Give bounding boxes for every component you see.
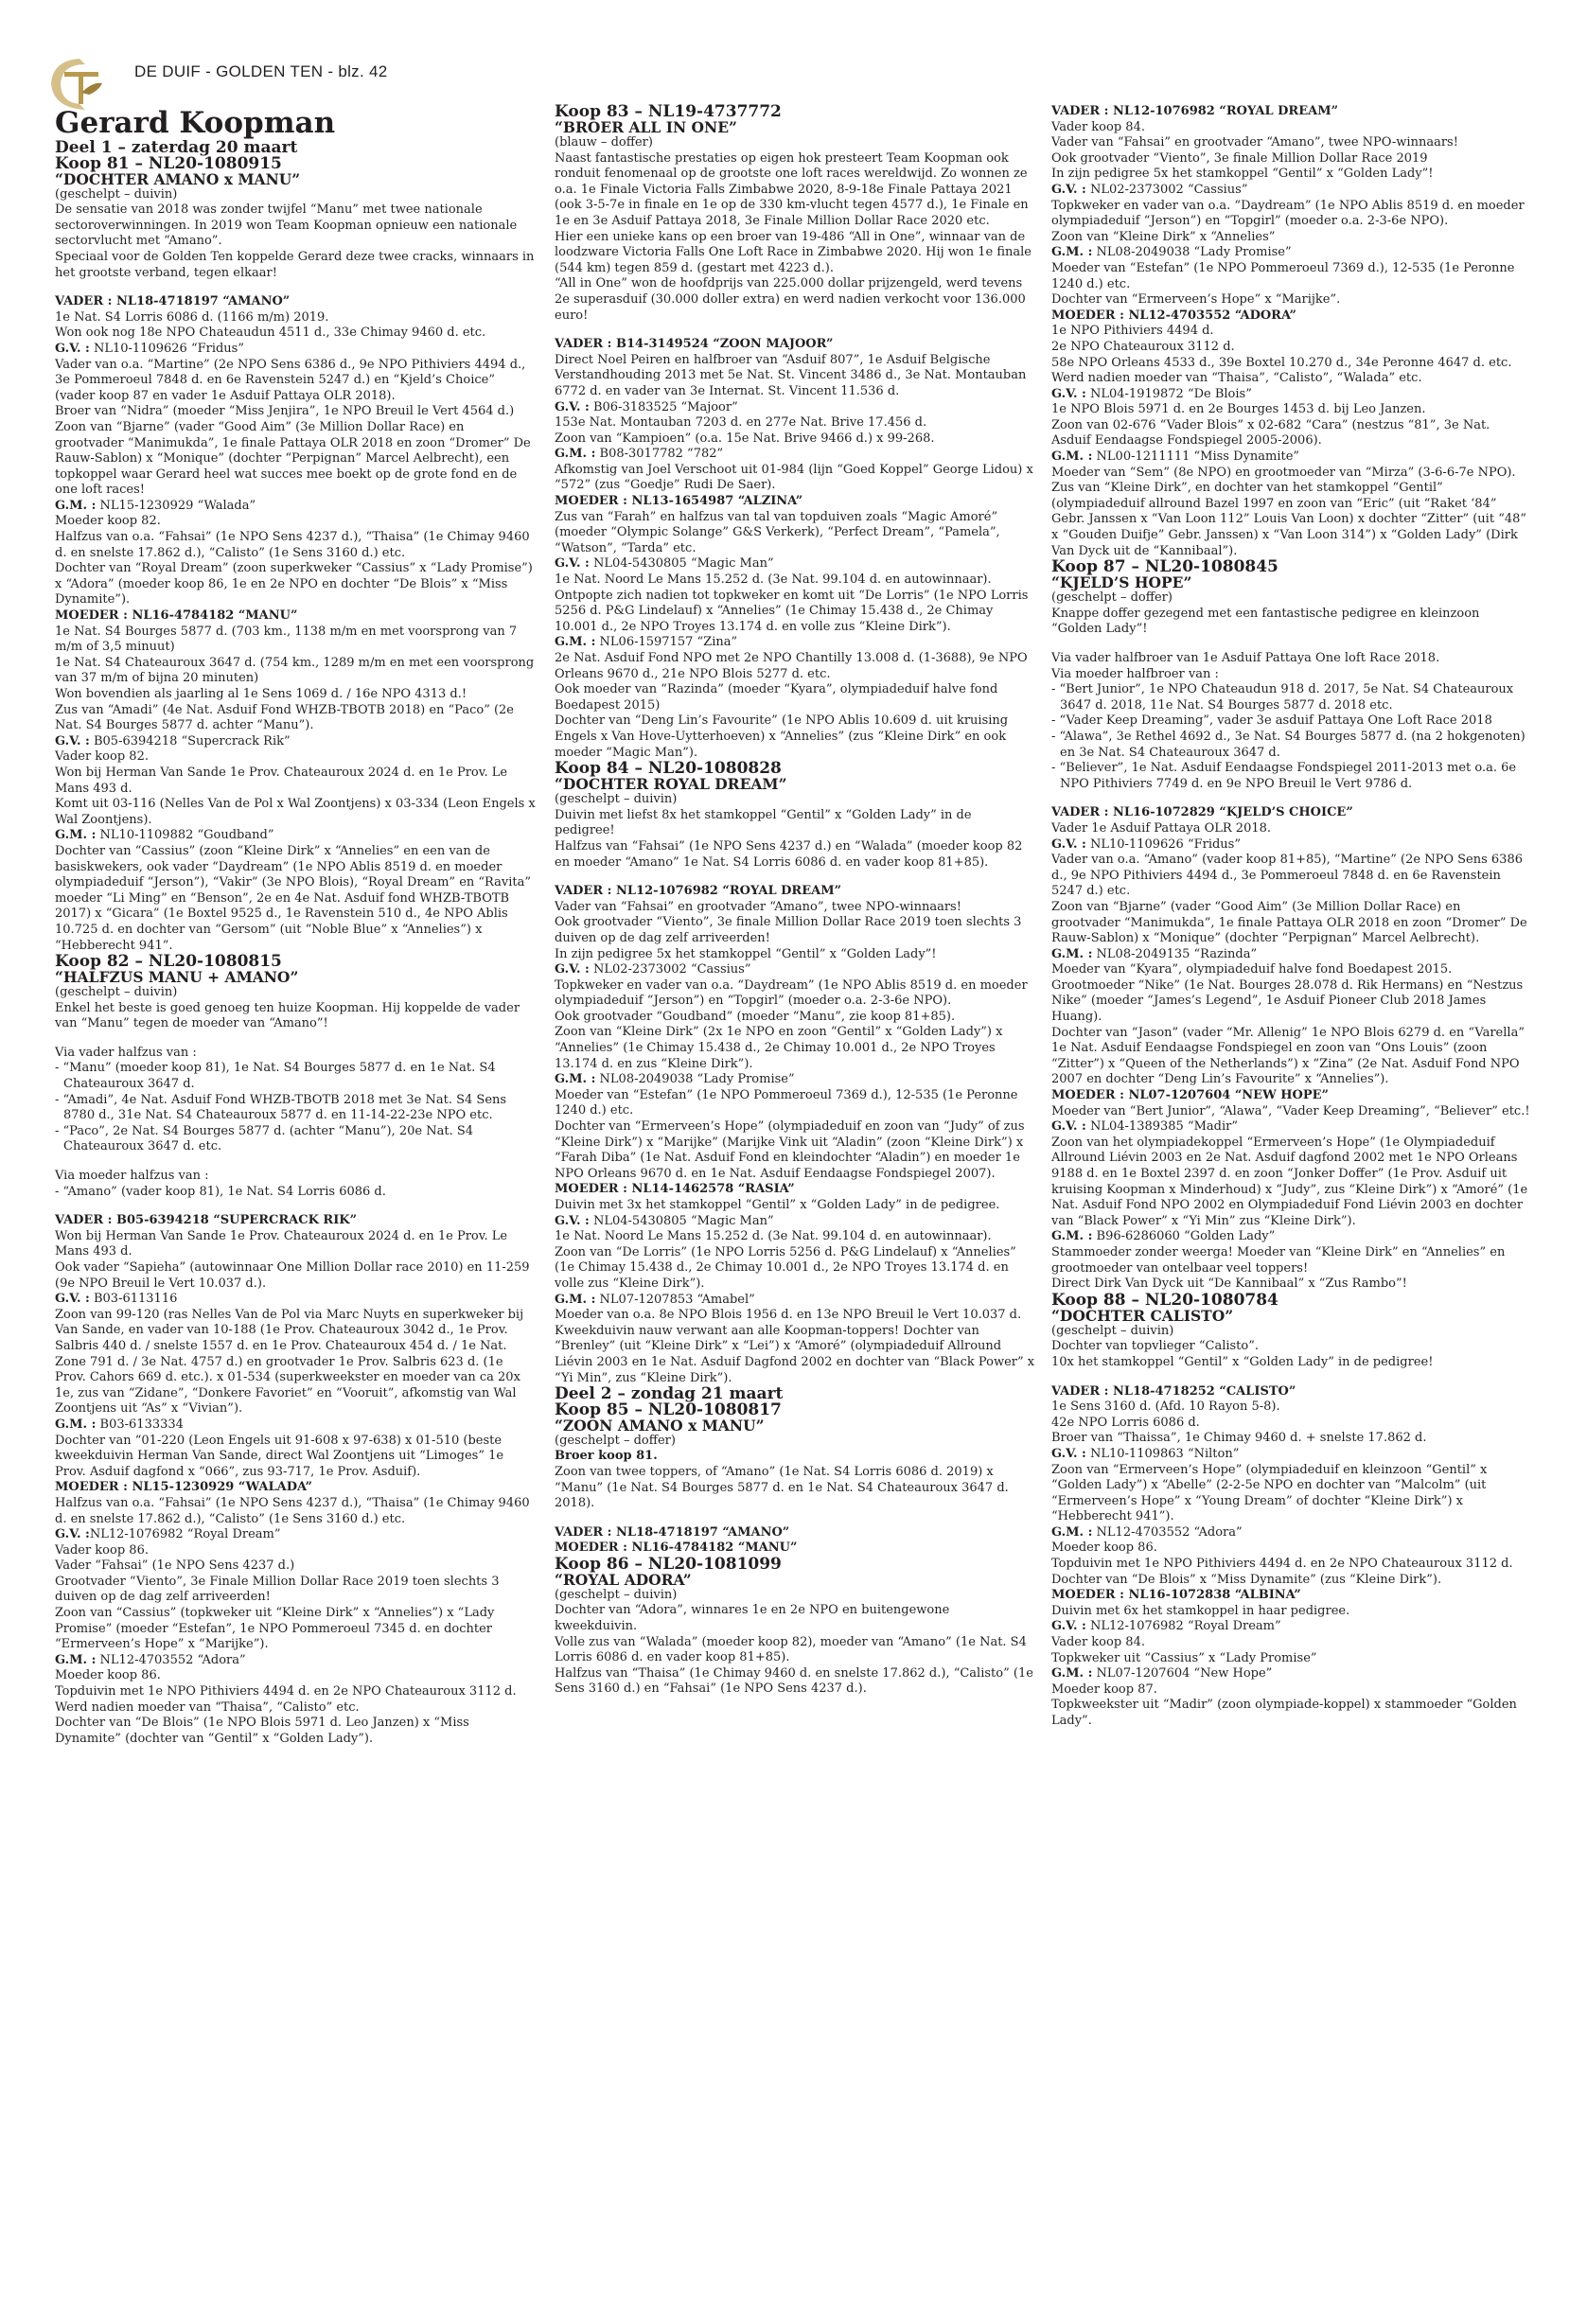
paragraph: Halfzus van “Thaisa” (1e Chimay 9460 d. en snelste 17.862 d.), “Calisto” (1e Sens 3160 d.) en “Fahsai” (1e NPO Sens 4237 d.). <box>555 1665 1033 1697</box>
paragraph: Moeder van “Kyara”, olympiadeduif halve fond Boedapest 2015. <box>1051 962 1453 977</box>
paragraph: 1e Nat. S4 Chateauroux 3647 d. (754 km., 1289 m/m en met een voorsprong van 37 m/m of bijna 20 minuten) <box>55 655 535 686</box>
paragraph: Zoon van “Bjarne” (vader “Good Aim” (3e Million Dollar Race) en grootvader “Manimukda”, 1e finale Pattaya OLR 2018 en zoon “Dromer” De Rauw-Sablon) x “Monique” (dochter “Perpignan” Marcel Aelbrecht). <box>1051 899 1527 946</box>
paragraph: In zijn pedigree 5x het stamkoppel “Gentil” x “Golden Lady”! <box>1051 167 1434 182</box>
pedigree-value: NL07-1207853 “Amabel” <box>595 1292 755 1307</box>
paragraph: In zijn pedigree 5x het stamkoppel “Gentil” x “Golden Lady”! <box>555 946 937 961</box>
paragraph: Afkomstig van Joel Verschoot uit 01-984 (lijn “Goed Koppel” George Lidou) x “572” (zus “Goedje” Rudi De Saer). <box>555 462 1033 493</box>
pedigree-label: G.V. : <box>55 1292 90 1307</box>
paragraph: 1e Nat. Noord Le Mans 15.252 d. (3e Nat. 99.104 d. en autowinnaar). <box>555 1229 992 1244</box>
pedigree-label: G.V. : <box>1051 1619 1086 1634</box>
pedigree-line <box>555 1072 1035 1088</box>
lot-heading: Koop 86 – NL20-1081099 <box>555 1554 782 1574</box>
pedigree-heading: MOEDER : NL15-1230929 “WALADA” <box>55 1480 313 1495</box>
pedigree-label: G.M. : <box>1051 1666 1093 1681</box>
spacer <box>55 1032 536 1046</box>
paragraph: Moeder koop 87. <box>1051 1681 1157 1697</box>
pedigree-line <box>555 1214 1035 1230</box>
paragraph: 10x het stamkoppel “Gentil” x “Golden Lady” in de pedigree! <box>1051 1354 1434 1369</box>
pedigree-label: G.M. : <box>1051 245 1093 260</box>
paragraph: 1e Nat. S4 Lorris 6086 d. (1166 m/m) 2019. <box>55 309 329 325</box>
pedigree-heading: MOEDER : NL07-1207604 “NEW HOPE” <box>1051 1088 1329 1103</box>
paragraph: De sensatie van 2018 was zonder twijfel “Manu” met twee nationale sectoroverwinningen. In 2019 won Team Koopman opnieuw een nationale sectorvlucht met “Amano”. <box>55 202 518 249</box>
paragraph: Dochter van topvlieger “Calisto”. <box>1051 1339 1260 1354</box>
paragraph: 1e NPO Pithiviers 4494 d. <box>1051 324 1214 339</box>
lot-heading: Koop 84 – NL20-1080828 <box>555 759 782 779</box>
pedigree-value: B06-3183525 “Majoor” <box>589 399 738 414</box>
pedigree-value: B96-6286060 “Golden Lady” <box>1092 1229 1276 1244</box>
paragraph: Broer van “Thaissa”, 1e Chimay 9460 d. + snelste 17.862 d. <box>1051 1431 1427 1446</box>
paragraph: Direct Noel Peiren en halfbroer van “Asduif 807”, 1e Asduif Belgische Verstandhouding 2013 met 5e Nat. St. Vincent 3486 d., 3e Nat. Montauban 6772 d. en vader van 3e Internat. St. Vincent 11.536 d. <box>555 352 1027 398</box>
pedigree-line <box>55 1653 536 1669</box>
pedigree-value: NL12-4703552 “Adora” <box>1092 1524 1243 1540</box>
spacer <box>555 1512 1035 1525</box>
list-item: - “Manu” (moeder koop 81), 1e Nat. S4 Bourges 5877 d. en 1e Nat. S4 Chateauroux 3647 d. <box>55 1061 496 1092</box>
pedigree-line <box>555 1293 1035 1309</box>
pedigree-label: G.M. : <box>1051 946 1093 961</box>
paragraph: Topkweekster uit “Madir” (zoon olympiade-koppel) x stammoeder “Golden Lady”. <box>1051 1698 1517 1728</box>
paragraph: Dochter van “De Blois” x “Miss Dynamite” (zus “Kleine Dirk”). <box>1051 1572 1442 1587</box>
paragraph: Topkweker uit “Cassius” x “Lady Promise” <box>1051 1650 1317 1665</box>
list-item: - “Amadi”, 4e Nat. Asduif Fond WHZB-TBOTB 2018 met 3e Nat. S4 Sens 8780 d., 31e Nat. S4 Chateauroux 5877 d. en 11-14-22-23e NPO etc. <box>55 1092 507 1123</box>
paragraph: Zus van “Amadi” (4e Nat. Asduif Fond WHZB-TBOTB 2018) en “Paco” (2e Nat. S4 Bourges 5877 d. achter “Manu”). <box>55 702 515 733</box>
pedigree-label: G.M. : <box>555 635 596 650</box>
pedigree-value: NL10-1109863 “Nilton” <box>1085 1446 1240 1461</box>
lot-name: “DOCHTER ROYAL DREAM” <box>555 775 787 794</box>
paragraph: Vader koop 84. <box>1051 1635 1145 1650</box>
paragraph: Zoon van “Kleine Dirk” x “Annelies” <box>1051 229 1276 244</box>
lot-name: “ZOON AMANO x MANU” <box>555 1416 765 1435</box>
paragraph: Vader van o.a. “Amano” (vader koop 81+85), “Martine” (2e NPO Sens 6386 d., 9e NPO Pithiviers 4494 d., 3e Pommeroeul 7848 d. en 6e Ravenstein 5247 d.) etc. <box>1051 853 1523 899</box>
lot-heading: Koop 82 – NL20-1080815 <box>55 952 282 972</box>
pedigree-value: NL07-1207604 “New Hope” <box>1092 1666 1273 1681</box>
pedigree-line <box>1051 387 1532 403</box>
pedigree-heading: VADER : NL12-1076982 “ROYAL DREAM” <box>555 884 842 899</box>
lot-subtitle: (geschelpt – doffer) <box>1051 590 1173 606</box>
pedigree-value: NL12-1076982 “Royal Dream” <box>89 1527 281 1542</box>
section-heading: Deel 1 – zaterdag 20 maart <box>55 138 298 157</box>
paragraph: Dochter van “01-220 (Leon Engels uit 91-608 x 97-638) x 01-510 (beste kweekduivin Herman Van Sande, direct Wal Zoontjens uit “Limoges” 1e Prov. Asduif dagfond x “066”, zus 93-717, 1e Prov. Asduif). <box>55 1433 504 1479</box>
pedigree-value: NL04-1389385 “Madir” <box>1085 1119 1238 1135</box>
paragraph: 2e Nat. Asduif Fond NPO met 2e NPO Chantilly 13.008 d. (1-3688), 9e NPO Orleans 9670 d., 21e NPO Blois 5277 d. etc. <box>555 651 1028 681</box>
paragraph: Kweekduivin nauw verwant aan alle Koopman-toppers! Dochter van “Brenley” (uit “Kleine Dirk” x “Lei”) x “Amoré” (olympiadeduif Allround Liévin 2003 en 1e Nat. Asduif Dagfond 2002 en dochter van “Black Power” x “Yi Min”, zus “Kleine Dirk”). <box>555 1323 1035 1385</box>
pedigree-label: G.V. : <box>1051 836 1086 852</box>
pedigree-heading: VADER : NL18-4718197 “AMANO” <box>55 294 291 309</box>
paragraph: Ook grootvader “Goudband” (moeder “Manu”, zie koop 81+85). <box>555 1009 956 1024</box>
paragraph: Moeder koop 82. <box>55 514 161 529</box>
paragraph: Stammoeder zonder weerga! Moeder van “Kleine Dirk” en “Annelies” en grootmoeder van ontelbaar veel toppers! <box>1051 1244 1506 1276</box>
pedigree-value: NL04-5430805 “Magic Man” <box>589 1213 774 1228</box>
paragraph: Broer van “Nidra” (moeder “Miss Jenjira”, 1e NPO Breuil le Vert 4564 d.) <box>55 404 515 419</box>
pedigree-value: NL02-2373002 “Cassius” <box>589 962 751 977</box>
paragraph: Via moeder halfbroer van : <box>1051 666 1219 681</box>
pedigree-label: G.M. : <box>555 1072 596 1087</box>
pedigree-line <box>1051 245 1532 261</box>
paragraph: Volle zus van “Walada” (moeder koop 82), moeder van “Amano” (1e Nat. S4 Lorris 6086 d. en vader koop 81+85). <box>555 1634 1027 1665</box>
pedigree-value: NL12-1076982 “Royal Dream” <box>1085 1619 1281 1634</box>
page-header <box>47 55 615 93</box>
pedigree-label: G.V. : <box>55 341 90 356</box>
pedigree-line <box>1051 1447 1532 1463</box>
pedigree-label: G.M. : <box>1051 1524 1093 1540</box>
pedigree-heading: VADER : NL18-4718197 “AMANO” <box>555 1524 790 1540</box>
column-2 <box>555 104 1035 1698</box>
column-3 <box>1051 104 1532 1730</box>
lot-name: “BROER ALL IN ONE” <box>555 118 737 136</box>
paragraph: Dochter van “De Blois” (1e NPO Blois 5971 d. Leo Janzen) x “Miss Dynamite” (dochter van “Gentil” x “Golden Lady”). <box>55 1716 469 1746</box>
paragraph: Enkel het beste is goed genoeg ten huize Koopman. Hij koppelde de vader van “Manu” tegen de moeder van “Amano”! <box>55 1000 520 1031</box>
spacer <box>555 324 1035 337</box>
spacer <box>55 1200 536 1213</box>
pedigree-line <box>1051 837 1532 854</box>
lot-name: “DOCHTER CALISTO” <box>1051 1306 1234 1325</box>
pedigree-heading: VADER : B05-6394218 “SUPERCRACK RIK” <box>55 1213 358 1228</box>
paragraph: 1e NPO Blois 5971 d. en 2e Bourges 1453 d. bij Leo Janzen. <box>1051 402 1426 417</box>
paragraph: Won bij Herman Van Sande 1e Prov. Chateauroux 2024 d. en 1e Prov. Le Mans 493 d. <box>55 765 508 796</box>
paragraph: Moeder van “Sem” (8e NPO) en grootmoeder van “Mirza” (3-6-6-7e NPO). <box>1051 465 1516 480</box>
pedigree-label: G.V. : <box>1051 182 1086 197</box>
lot-heading: Koop 88 – NL20-1080784 <box>1051 1290 1278 1310</box>
pedigree-line <box>1051 1666 1532 1682</box>
pedigree-value: NL08-2049038 “Lady Promise” <box>595 1072 795 1087</box>
paragraph: Duivin met liefst 8x het stamkoppel “Gentil” x “Golden Lady” in de pedigree! <box>555 807 972 838</box>
paragraph: Zus van “Farah” en halfzus van tal van topduiven zoals “Magic Amoré” (moeder “Olympic Solange” G&S Verkerk), “Perfect Dream”, “Pamela”, “Watson”, “Tarda” etc. <box>555 509 1000 555</box>
paragraph: Vader koop 82. <box>55 749 149 765</box>
paragraph: 58e NPO Orleans 4533 d., 39e Boxtel 10.270 d., 34e Peronne 4647 d. etc. <box>1051 355 1512 370</box>
paragraph: Grootvader “Viento”, 3e Finale Million Dollar Race 2019 toen slechts 3 duiven op de dag zelf arriveerden! <box>55 1574 500 1605</box>
pedigree-heading: MOEDER : NL14-1462578 “RASIA” <box>555 1182 795 1197</box>
pedigree-label: G.V. : <box>555 962 590 977</box>
paragraph: Vader koop 84. <box>1051 119 1145 134</box>
pedigree-label: G.V. : <box>55 733 90 748</box>
paragraph: Dochter van “Ermerveen’s Hope” x “Marijke”. <box>1051 292 1341 308</box>
pedigree-value: NL06-1597157 “Zina” <box>595 635 738 650</box>
pedigree-label: G.M. : <box>555 1292 596 1307</box>
spacer <box>1051 792 1532 805</box>
paragraph: Zoon van het olympiadekoppel “Ermerveen’s Hope” (1e Olympiadeduif Allround Liévin 2003 en 2e Nat. Asduif dagfond 2002 met 1e NPO Orleans 9188 d. en 1e Boxtel 2397 d. en zoon “Jonker Doffer” (1e Prov. Asduif uit kruising Koopman x Minderhoud) x “Judy”, zus “Kleine Dirk”) x “Amoré” (1e Nat. Asduif Fond NPO 2002 en Olympiadeduif Fond Liévin 2003 en dochter van “Black Power” x “Yi Min” zus “Kleine Dirk”). <box>1051 1135 1528 1228</box>
paragraph: Topkweker en vader van o.a. “Daydream” (1e NPO Ablis 8519 d. en moeder olympiadeduif “Jerson”) en “Topgirl” (moeder o.a. 2-3-6e NPO). <box>1051 198 1525 229</box>
pedigree-value: B03-6113116 <box>89 1292 178 1307</box>
paragraph: 42e NPO Lorris 6086 d. <box>1051 1415 1200 1430</box>
paragraph: Ook moeder van “Razinda” (moeder “Kyara”, olympiadeduif halve fond Boedapest 2015) <box>555 682 998 713</box>
paragraph: Zus van “Kleine Dirk”, en dochter van het stamkoppel “Gentil” (olympiadeduif allround Bazel 1997 en zoon van “Eric” (uit “Raket ‘84” Gebr. Janssen x “Van Loon 112” Louis Van Loon) x dochter “Zitter” (uit “48” x “Gouden Duifje” Gebr. Janssen) x “Van Loon 314”) x “Golden Lady” (Dirk Van Dyck uit de “Kannibaal”). <box>1051 481 1527 558</box>
pedigree-heading: MOEDER : NL16-1072838 “ALBINA” <box>1051 1588 1301 1603</box>
lot-subtitle: (blauw – doffer) <box>555 135 653 150</box>
pedigree-value: NL08-2049038 “Lady Promise” <box>1092 245 1292 260</box>
pedigree-heading: Broer koop 81. <box>555 1449 658 1464</box>
paragraph: Dochter van “Royal Dream” (zoon superkweker “Cassius” x “Lady Promise”) x “Adora” (moeder koop 86, 1e en 2e NPO en dochter “De Blois” x “Miss Dynamite”). <box>55 561 533 607</box>
paragraph: Naast fantastische prestaties op eigen hok presteert Team Koopman ook ronduit fenomenaal op de grootste one loft races wereldwijd. Zo wonnen ze o.a. 1e Finale Victoria Falls Zimbabwe 2020, 8-9-18e Finale Pattaya 2021 (ook 3-5-7e in finale en 1e op de 330 km-vlucht tegen 4577 d.), 1e Finale en 1e en 3e Asduif Pattaya 2018, 3e Finale Million Dollar Race 2020 etc. <box>555 150 1029 228</box>
pedigree-heading: MOEDER : NL16-4784182 “MANU” <box>55 608 298 624</box>
pedigree-line <box>555 400 1035 416</box>
paragraph: Dochter van “Cassius” (zoon “Kleine Dirk” x “Annelies” en een van de basiskwekers, ook vader “Daydream” (1e NPO Ablis 8519 d. en moeder olympiadeduif “Jerson”), “Vakir” (3e NPO Blois), “Royal Dream” en “Ravita” moeder “Li Ming” en “Benson”, 2e en 4e Nat. Asduif fond WHZB-TBOTB 2017) x “Gicara” (1e Boxtel 9525 d., 1e Ravenstein 510 d., 4e NPO Ablis 10.725 d. en dochter van “Gersom” (uit “Noble Blue” x “Annelies”) x “Hebberecht 941”. <box>55 843 532 953</box>
pedigree-line <box>55 1417 536 1434</box>
paragraph: Werd nadien moeder van “Thaisa”, “Calisto” etc. <box>55 1699 360 1715</box>
pedigree-heading: VADER : NL12-1076982 “ROYAL DREAM” <box>1051 104 1339 118</box>
paragraph: Ook grootvader “Viento”, 3e finale Million Dollar Race 2019 <box>1051 150 1428 166</box>
lot-name: “ROYAL ADORA” <box>555 1570 692 1589</box>
paragraph: Ook grootvader “Viento”, 3e finale Million Dollar Race 2019 toen slechts 3 duiven op de dag zelf arriveerden! <box>555 915 1022 945</box>
pedigree-line <box>55 1527 536 1543</box>
list-item: - “Bert Junior”, 1e NPO Chateaudun 918 d. 2017, 5e Nat. S4 Chateauroux 3647 d. 2018, 11e Nat. S4 Bourges 5877 d. 2018 etc. <box>1051 682 1514 713</box>
pedigree-label: G.M. : <box>55 1652 97 1667</box>
paragraph: Vader 1e Asduif Pattaya OLR 2018. <box>1051 820 1272 836</box>
pedigree-label: G.M. : <box>1051 1229 1093 1244</box>
pedigree-value: NL15-1230929 “Walada” <box>96 498 256 513</box>
paragraph: Zoon van 02-676 “Vader Blois” x 02-682 “Cara” (nestzus “81”, 3e Nat. Asduif Eendaagse Fondspiegel 2005-2006). <box>1051 417 1490 449</box>
pedigree-label: G.V. : <box>555 1213 590 1228</box>
pedigree-line <box>55 828 536 844</box>
spacer <box>55 281 536 294</box>
pedigree-line <box>1051 1619 1532 1635</box>
pedigree-line <box>1051 183 1532 199</box>
pedigree-label: G.V. : <box>555 556 590 572</box>
pedigree-label: G.M. : <box>1051 449 1093 465</box>
paragraph: Dochter van “Jason” (vader “Mr. Allenig” 1e NPO Blois 6279 d. en “Varella” 1e Nat. Asduif Eendaagse Fondspiegel en zoon van “Ons Louis” (zoon “Zitter”) x “Queen of the Netherlands”) x “Zina” (2e Nat. Asduif Fond NPO 2007 en dochter “Deng Lin’s Favourite” x “Annelies”). <box>1051 1025 1525 1087</box>
list-item: - “Amano” (vader koop 81), 1e Nat. S4 Lorris 6086 d. <box>55 1184 386 1199</box>
pedigree-value: B03-6133334 <box>96 1417 184 1432</box>
paragraph: Topduivin met 1e NPO Pithiviers 4494 d. en 2e NPO Chateauroux 3112 d. <box>1051 1557 1513 1572</box>
pedigree-value: NL10-1109882 “Goudband” <box>96 828 274 843</box>
paragraph: Moeder koop 86. <box>1051 1541 1157 1556</box>
paragraph: Won bij Herman Van Sande 1e Prov. Chateauroux 2024 d. en 1e Prov. Le Mans 493 d. <box>55 1228 508 1259</box>
pedigree-value: NL00-1211111 “Miss Dynamite” <box>1092 449 1300 465</box>
pedigree-line <box>55 734 536 750</box>
paragraph: Zoon van twee toppers, of “Amano” (1e Nat. S4 Lorris 6086 d. 2019) x “Manu” (1e Nat. S4 Bourges 5877 d. en 1e Nat. S4 Chateauroux 3647 d. 2018). <box>555 1464 1009 1511</box>
paragraph: Zoon van “Bjarne” (vader “Good Aim” (3e Million Dollar Race) en grootvader “Manimukda”, 1e finale Pattaya OLR 2018 en zoon “Dromer” De Rauw-Sablon) x “Monique” (dochter “Perpignan” Marcel Aelbrecht), een topkoppel waar Gerard heel wat succes mee boekt op de grote fond en de one loft races! <box>55 419 531 498</box>
paragraph: Speciaal voor de Golden Ten koppelde Gerard deze twee cracks, winnaars in het grootste verband, tegen elkaar! <box>55 249 535 280</box>
paragraph: Halfzus van “Fahsai” (1e NPO Sens 4237 d.) en “Walada” (moeder koop 82 en moeder “Amano” 1e Nat. S4 Lorris 6086 d. en vader koop 81+85). <box>555 838 1023 870</box>
paragraph: Zoon van “Ermerveen’s Hope” (olympiadeduif en kleinzoon “Gentil” x “Golden Lady”) x “Abelle” (2-2-5e NPO en dochter van “Malcolm” (uit “Ermerveen’s Hope” x “Young Dream” of dochter “Kleine Dirk”) x “Hebberecht 941”). <box>1051 1462 1488 1524</box>
pedigree-line <box>1051 1229 1532 1245</box>
lot-subtitle: (geschelpt – duivin) <box>55 985 178 1000</box>
paragraph: Vader van “Fahsai” en grootvader “Amano”, twee NPO-winnaars! <box>555 899 961 914</box>
pedigree-value: NL08-2049135 “Razinda” <box>1092 946 1258 961</box>
paragraph: Won bovendien als jaarling al 1e Sens 1069 d. / 16e NPO 4313 d.! <box>55 687 467 701</box>
lot-name: “KJELD’S HOPE” <box>1051 573 1192 592</box>
paragraph: Halfzus van o.a. “Fahsai” (1e NPO Sens 4237 d.), “Thaisa” (1e Chimay 9460 d. en snelste 17.862 d.), “Calisto” (1e Sens 3160 d.) etc. <box>55 530 530 560</box>
paragraph: Via moeder halfzus van : <box>55 1169 209 1184</box>
paragraph: Zoon van “De Lorris” (1e NPO Lorris 5256 d. P&G Lindelauf) x “Annelies” (1e Chimay 15.438 d., 2e Chimay 10.001 d., 2e NPO Troyes 13.174 d. en volle zus “Kleine Dirk”). <box>555 1244 1016 1291</box>
pedigree-line <box>55 342 536 358</box>
lot-subtitle: (geschelpt – duivin) <box>55 186 178 202</box>
paragraph: Dochter van “Deng Lin’s Favourite” (1e NPO Ablis 10.609 d. uit kruising Engels x Van Hove-Uytterhoeven) x “Annelies” (zus “Kleine Dirk” en ook moeder “Magic Man”). <box>555 713 1009 760</box>
paragraph: Zoon van 99-120 (ras Nelles Van de Pol via Marc Nuyts en superkweker bij Van Sande, en vader van 10-188 (1e Prov. Chateauroux 3042 d., 1e Prov. Salbris 440 d. / snelste 1557 d. en 1e Prov. Chateauroux 454 d. / 1e Nat. Zone 791 d. / 3e Nat. 4757 d.) en grootvader 1e Prov. Salbris 623 d. (1e Prov. Cahors 669 d. etc.). x 01-534 (superkweekster en moeder van ca 20x 1e, zus van “Zidane”, “Donkere Favoriet” en “Vooruit”, afkomstig van Wal Zoontjens uit “As” x “Vivian”). <box>55 1307 524 1417</box>
pedigree-line <box>55 499 536 515</box>
list-item: - “Alawa”, 3e Rethel 4692 d., 3e Nat. S4 Bourges 5877 d. (na 2 hokgenoten) en 3e Nat. S4 Chateauroux 3647 d. <box>1051 729 1525 760</box>
paragraph: Vader van o.a. “Martine” (2e NPO Sens 6386 d., 9e NPO Pithiviers 4494 d., 3e Pommeroeul 7848 d. en 6e Ravenstein 5247 d.) en “Kjeld’s Choice” (vader koop 87 en vader 1e Asduif Pattaya OLR 2018). <box>55 357 526 403</box>
paragraph: Werd nadien moeder van “Thaisa”, “Calisto”, “Walada” etc. <box>1051 371 1422 386</box>
pedigree-heading: VADER : NL16-1072829 “KJELD’S CHOICE” <box>1051 805 1353 820</box>
spacer <box>1051 638 1532 651</box>
pedigree-heading: MOEDER : NL16-4784182 “MANU” <box>555 1541 798 1556</box>
pedigree-label: G.V. : <box>1051 1446 1086 1461</box>
pedigree-line <box>555 556 1035 572</box>
paragraph: Zoon van “Kampioen” (o.a. 15e Nat. Brive 9466 d.) x 99-268. <box>555 431 935 446</box>
spacer <box>555 871 1035 884</box>
paragraph: “All in One” won de hoofdprijs van 225.000 dollar prijzengeld, werd tevens 2e superasduif (30.000 doller extra) en werd nadien verkocht voor 136.000 euro! <box>555 276 1026 323</box>
paragraph: Ontpopte zich nadien tot topkweker en komt uit “De Lorris” (1e NPO Lorris 5256 d. P&G Lindelauf) x “Annelies” (1e Chimay 15.438 d., 2e Chimay 10.001 d., 2e NPO Troyes 13.174 d. en volle zus “Kleine Dirk”). <box>555 588 1029 634</box>
section-heading: Deel 2 – zondag 21 maart <box>555 1384 784 1404</box>
pedigree-line <box>555 635 1035 651</box>
pedigree-value: NL04-5430805 “Magic Man” <box>589 556 774 572</box>
paragraph: Moeder koop 86. <box>55 1668 161 1683</box>
paragraph: Moeder van o.a. 8e NPO Blois 1956 d. en 13e NPO Breuil le Vert 10.037 d. <box>555 1308 1022 1323</box>
paragraph: Ook vader “Sapieha” (autowinnaar One Million Dollar race 2010) en 11-259 (9e NPO Breuil le Vert 10.037 d.). <box>55 1260 530 1291</box>
lot-subtitle: (geschelpt – doffer) <box>555 1433 676 1448</box>
pedigree-label: G.M. : <box>55 498 97 513</box>
pedigree-value: NL12-4703552 “Adora” <box>96 1652 246 1667</box>
paragraph: 153e Nat. Montauban 7203 d. en 277e Nat. Brive 17.456 d. <box>555 415 927 431</box>
lot-name: “DOCHTER AMANO x MANU” <box>55 169 301 188</box>
pedigree-line <box>55 1292 536 1308</box>
paragraph: Dochter van “Ermerveen’s Hope” (olympiadeduif en zoon van “Judy” of zus “Kleine Dirk”) x “Marijke” (Marijke Vink uit “Aladin” (zoon “Kleine Dirk”) x “Farah Diba” (1e Nat. Asduif Fond en kleindochter “Aladin”) en moeder 1e NPO Orleans 9670 d. en 1e Nat. Asduif Eendaagse Fondspiegel 2007). <box>555 1119 1025 1181</box>
pedigree-label: G.M. : <box>55 1417 97 1432</box>
spacer <box>55 1155 536 1169</box>
paragraph: Dochter van “Adora”, winnares 1e en 2e NPO en buitengewone kweekduivin. <box>555 1603 950 1634</box>
lot-subtitle: (geschelpt – duivin) <box>1051 1323 1174 1338</box>
paragraph: Moeder van “Estefan” (1e NPO Pommeroeul 7369 d.), 12-535 (1e Peronne 1240 d.) etc. <box>1051 260 1515 291</box>
paragraph: Komt uit 03-116 (Nelles Van de Pol x Wal Zoontjens) x 03-334 (Leon Engels x Wal Zoontjens). <box>55 797 536 827</box>
pedigree-label: G.V. : <box>1051 1119 1086 1135</box>
pedigree-value: NL04-1919872 “De Blois” <box>1085 386 1252 401</box>
pedigree-value: NL02-2373002 “Cassius” <box>1085 182 1248 197</box>
paragraph: Won ook nog 18e NPO Chateaudun 4511 d., 33e Chimay 9460 d. etc. <box>55 326 486 341</box>
pedigree-heading: MOEDER : NL12-4703552 “ADORA” <box>1051 308 1297 323</box>
paragraph: Vader “Fahsai” (1e NPO Sens 4237 d.) <box>55 1558 295 1574</box>
pedigree-heading: VADER : NL18-4718252 “CALISTO” <box>1051 1383 1296 1399</box>
spacer <box>1051 1371 1532 1384</box>
paragraph: Zoon van “Cassius” (topkweker uit “Kleine Dirk” x “Annelies”) x “Lady Promise” (moeder “Estefan”, 1e NPO Pommeroeul 7345 d. en dochter “Ermerveen’s Hope” x “Marijke”). <box>55 1606 495 1652</box>
pedigree-heading: VADER : B14-3149524 “ZOON MAJOOR” <box>555 337 834 352</box>
pedigree-line <box>1051 449 1532 466</box>
paragraph: Vader koop 86. <box>55 1542 149 1558</box>
paragraph: Direct Dirk Van Dyck uit “De Kannibaal” x “Zus Rambo”! <box>1051 1276 1407 1292</box>
running-head: DE DUIF - GOLDEN TEN - blz. 42 <box>134 62 388 80</box>
paragraph: Via vader halfbroer van 1e Asduif Pattaya One loft Race 2018. <box>1051 651 1440 665</box>
lot-name: “HALFZUS MANU + AMANO” <box>55 968 299 987</box>
lot-heading: Koop 85 – NL20-1080817 <box>555 1400 782 1419</box>
paragraph: Vader van “Fahsai” en grootvader “Amano”, twee NPO-winnaars! <box>1051 135 1458 150</box>
pedigree-line <box>1051 1525 1532 1541</box>
paragraph: Moeder van “Estefan” (1e NPO Pommeroeul 7369 d.), 12-535 (1e Peronne 1240 d.) etc. <box>555 1087 1018 1118</box>
lot-subtitle: (geschelpt – duivin) <box>555 1587 678 1602</box>
pedigree-label: G.M. : <box>55 828 97 843</box>
paragraph: Halfzus van o.a. “Fahsai” (1e NPO Sens 4237 d.), “Thaisa” (1e Chimay 9460 d. en snelste 17.862 d.), “Calisto” (1e Sens 3160 d.) etc. <box>55 1495 530 1526</box>
paragraph: 2e NPO Chateauroux 3112 d. <box>1051 339 1235 354</box>
list-item: - “Paco”, 2e Nat. S4 Bourges 5877 d. (achter “Manu”), 20e Nat. S4 Chateauroux 3647 d. etc. <box>55 1123 474 1154</box>
list-item: - “Believer”, 1e Nat. Asduif Eendaagse Fondspiegel 2011-2013 met o.a. 6e NPO Pithiviers 7749 d. en 9e NPO Breuil le Vert 9786 d. <box>1051 761 1517 791</box>
paragraph: Duivin met 6x het stamkoppel in haar pedigree. <box>1051 1603 1350 1618</box>
list-item: - “Vader Keep Dreaming”, vader 3e asduif Pattaya One Loft Race 2018 <box>1051 713 1492 729</box>
paragraph: 1e Sens 3160 d. (Afd. 10 Rayon 5-8). <box>1051 1400 1280 1415</box>
pedigree-heading: MOEDER : NL13-1654987 “ALZINA” <box>555 494 803 509</box>
lot-heading: Koop 83 – NL19-4737772 <box>555 102 782 121</box>
pedigree-value: B08-3017782 “782” <box>595 447 724 462</box>
lot-subtitle: (geschelpt – duivin) <box>555 792 678 807</box>
paragraph: Moeder van “Bert Junior”, “Alawa”, “Vader Keep Dreaming”, “Believer” etc.! <box>1051 1103 1530 1118</box>
pedigree-label: G.V. : <box>55 1527 90 1542</box>
pedigree-value: NL10-1109626 “Fridus” <box>89 341 244 356</box>
paragraph: Topkweker en vader van o.a. “Daydream” (1e NPO Ablis 8519 d. en moeder olympiadeduif “Jerson”) en “Topgirl” (moeder o.a. 2-3-6e NPO). <box>555 977 1028 1009</box>
paragraph: Via vader halfzus van : <box>55 1045 197 1060</box>
pedigree-line <box>1051 1119 1532 1136</box>
pedigree-label: G.M. : <box>555 447 596 462</box>
pedigree-value: NL10-1109626 “Fridus” <box>1085 836 1241 852</box>
paragraph: 1e Nat. Noord Le Mans 15.252 d. (3e Nat. 99.104 d. en autowinnaar). <box>555 572 992 588</box>
lot-heading: Koop 81 – NL20-1080915 <box>55 153 282 173</box>
pedigree-line <box>1051 947 1532 963</box>
pedigree-value: B05-6394218 “Supercrack Rik” <box>89 733 291 748</box>
article-title: Gerard Koopman <box>55 106 336 140</box>
pedigree-line <box>555 962 1035 978</box>
pedigree-label: G.V. : <box>1051 386 1086 401</box>
paragraph: Zoon van “Kleine Dirk” (2x 1e NPO en zoon “Gentil” x “Golden Lady”) x “Annelies” (1e Chimay 15.438 d., 2e Chimay 10.001 d., 2e NPO Troyes 13.174 d. en zus “Kleine Dirk”). <box>555 1025 1003 1071</box>
paragraph: Duivin met 3x het stamkoppel “Gentil” x “Golden Lady” in de pedigree. <box>555 1198 1000 1212</box>
paragraph: 1e Nat. S4 Bourges 5877 d. (703 km., 1138 m/m en met voorsprong van 7 m/m of 3,5 minuut) <box>55 624 518 655</box>
paragraph: Hier een unieke kans op een broer van 19-486 “All in One”, winnaar van de loodzware Victoria Falls One Loft Race in Zimbabwe 2020. Hij won 1e finale (544 km) tegen 859 d. (gestart met 4223 d.). <box>555 229 1032 275</box>
paragraph: Topduivin met 1e NPO Pithiviers 4494 d. en 2e NPO Chateauroux 3112 d. <box>55 1684 517 1699</box>
lot-heading: Koop 87 – NL20-1080845 <box>1051 557 1278 577</box>
paragraph: Knappe doffer gezegend met een fantastische pedigree en kleinzoon “Golden Lady”! <box>1051 606 1480 637</box>
pedigree-line <box>555 447 1035 463</box>
pedigree-label: G.V. : <box>555 399 590 414</box>
column-1 <box>55 106 536 1747</box>
paragraph: Grootmoeder “Nike” (1e Nat. Bourges 28.078 d. Rik Hermans) en “Nestzus Nike” (moeder “James’s Legend”, 1e Asduif Pioneer Club 2018 James Huang). <box>1051 977 1524 1025</box>
